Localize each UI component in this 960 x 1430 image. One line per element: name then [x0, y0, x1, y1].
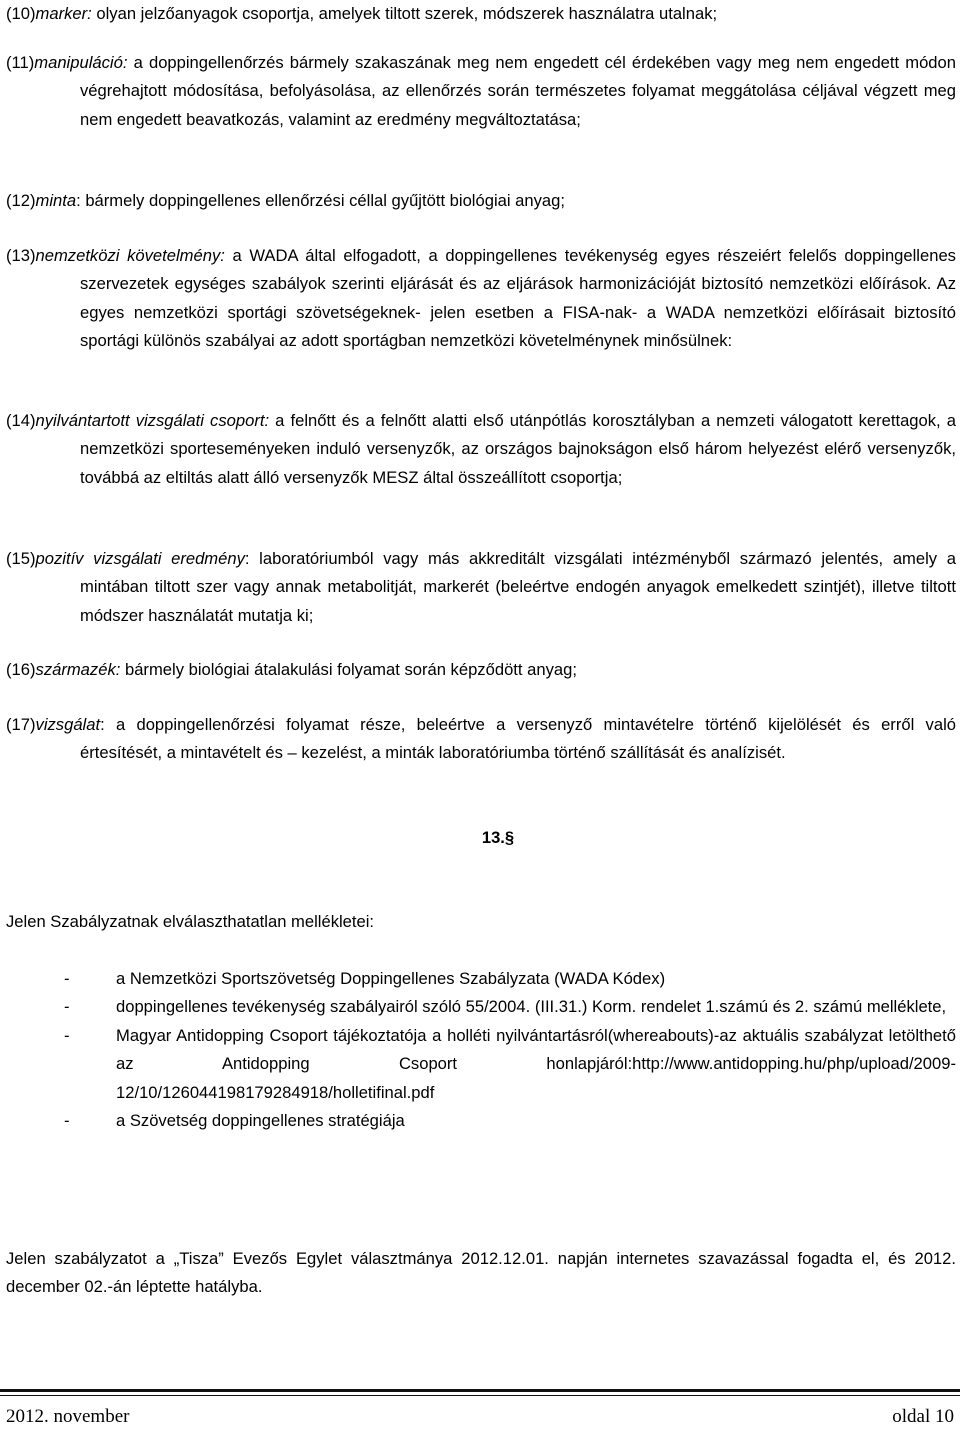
definition-term: nemzetközi követelmény: [35, 246, 225, 265]
definition-term: pozitív vizsgálati eredmény [35, 549, 245, 568]
definition-text: a doppingellenőrzés bármely szakaszának meg nem engedett cél érdekében vagy meg nem engedett módon végrehajtott módosítása, befolyásolása, az ellenőrzés során természetes folyamat meggátolása céljával végzett meg nem engedett beavatkozás, valamint az eredmény megváltoztatása; [80, 53, 956, 129]
annex-item [6, 1022, 956, 1107]
definition-number: (16) [6, 660, 36, 679]
list-dash: - [64, 997, 70, 1017]
definition-text: : bármely doppingellenes ellenőrzési céllal gyűjtött biológiai anyag; [76, 191, 565, 210]
definition-number: (14) [6, 411, 36, 430]
list-dash: - [64, 969, 70, 988]
definition-10 [6, 0, 956, 28]
list-dash: - [64, 1111, 70, 1131]
annex-item [6, 1107, 956, 1135]
annex-item-text: a Nemzetközi Sportszövetség Doppingellenes Szabályzata (WADA Kódex) [116, 969, 666, 988]
definition-text: a WADA által elfogadott, a doppingellenes tevékenység egyes részeiért felelős doppingellenes szervezetek egységes szabályok szerinti eljárását és az eljárások harmonizációját biztosító nemzetközi előírások. Az egyes nemzetközi sportági szövetségeknek- jelen esetben a FISA-nak- a WADA nemzetközi előírásait biztosító sportági különös szabályai az adott sportágban nemzetközi követelménynek minősülnek: [80, 246, 956, 351]
annex-item-text: doppingellenes tevékenység szabályairól szóló 55/2004. (III.31.) Korm. rendelet 1.számú és 2. számú melléklete, [116, 997, 947, 1017]
definition-number: (11) [6, 53, 35, 72]
definition-text: : a doppingellenőrzési folyamat része, beleértve a versenyző mintavételre történő kijelölését és erről való értesítését, a mintavételt és – kezelést, a minták laboratóriumba történő szállítását és analízisét. [80, 715, 956, 763]
definition-term: származék: [35, 660, 121, 679]
closing-paragraph: Jelen szabályzatot a „Tisza” Evezős Egylet választmánya 2012.12.01. napján internetes szavazással fogadta el, és 2012. december 02.-án léptette hatályba. [6, 1249, 956, 1297]
annex-item [6, 993, 956, 1021]
definition-17 [6, 711, 956, 768]
definition-term: marker: [35, 4, 92, 23]
definition-number: (10) [6, 4, 36, 23]
definition-text: : laboratóriumból vagy más akkreditált vizsgálati intézményből származó jelentés, amely a mintában tiltott szer vagy annak metabolitját, markerét (beleértve endogén anyagok emelkedett szintjét), illetve tiltott módszer használatát mutatja ki; [80, 549, 957, 625]
definition-15 [6, 545, 956, 630]
annex-item-text: a Szövetség doppingellenes stratégiája [116, 1111, 405, 1131]
definition-number: (12) [6, 191, 36, 210]
annex-intro: Jelen Szabályzatnak elválaszthatatlan mellékletei: [6, 912, 375, 931]
definition-12 [6, 187, 956, 215]
definition-number: (13) [6, 246, 36, 265]
definition-number: (17) [6, 715, 36, 734]
definition-number: (15) [6, 549, 36, 568]
definition-text: a felnőtt és a felnőtt alatti első utánpótlás korosztályban a nemzeti válogatott kerettagok, a nemzetközi sporteseményeken induló versenyzők, az országos bajnokságon első három helyezést elérő versenyzők, továbbá az eltiltás alatt álló versenyzők MESZ által összeállított csoportja; [80, 411, 956, 487]
definition-text: olyan jelzőanyagok csoportja, amelyek tiltott szerek, módszerek használatra utalnak; [91, 4, 718, 23]
section-heading: 13.§ [481, 828, 515, 847]
annex-item [6, 965, 956, 993]
annex-list [6, 965, 956, 1135]
definition-16 [6, 656, 956, 684]
footer-page-number: oldal 10 [892, 1406, 954, 1427]
footer-rule-thin [0, 1395, 960, 1396]
definition-11 [6, 49, 956, 134]
definition-14 [6, 407, 956, 492]
definition-term: nyilvántartott vizsgálati csoport: [35, 411, 270, 430]
definition-13 [6, 242, 956, 356]
definition-term: manipuláció: [34, 53, 128, 72]
footer-rule [0, 1389, 960, 1392]
list-dash: - [64, 1025, 70, 1045]
definition-text: bármely biológiai átalakulási folyamat során képződött anyag; [120, 660, 577, 679]
definition-term: minta [35, 191, 77, 210]
definition-term: vizsgálat [35, 715, 101, 734]
annex-item-text: Magyar Antidopping Csoport tájékoztatója a holléti nyilvántartásról(whereabouts)-az aktuális szabályzat letölthető az Antidopping Csoport honlapjáról:http://www.antidopping.hu/php/upload/2009-12/10/126044198179284918/holletifinal.pdf [116, 1025, 956, 1102]
footer-date: 2012. november [6, 1406, 130, 1427]
